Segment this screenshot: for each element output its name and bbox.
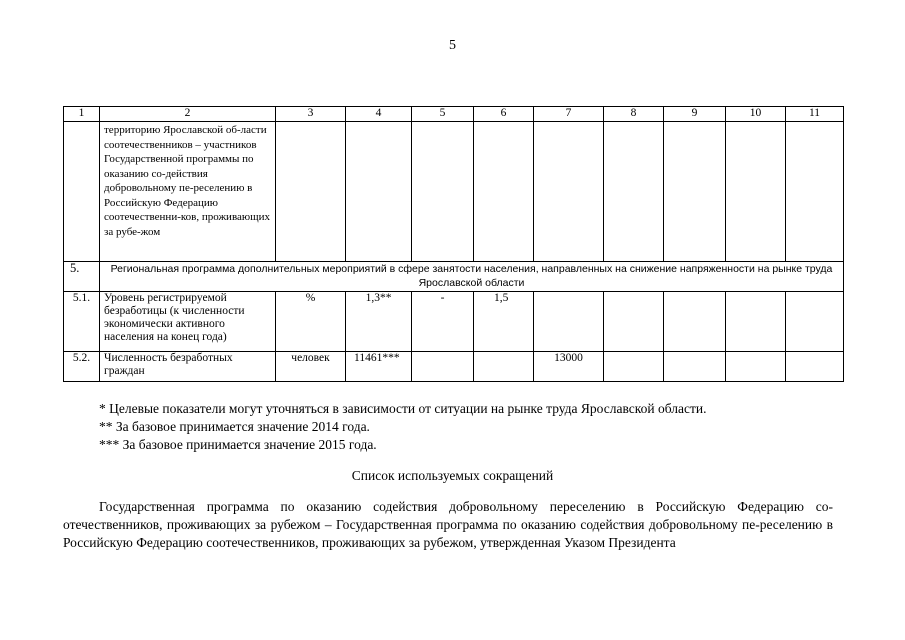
table-row [64,292,844,352]
value-cell [664,292,726,352]
indicators-table [63,106,844,382]
page-number: 5 [449,38,456,53]
row-number [64,122,100,262]
indicator-name: Численность безработных граждан [100,352,276,382]
section-row [64,262,844,292]
row-number: 5.1. [64,292,100,352]
value-cell [664,352,726,382]
value-cell: 11461*** [346,352,412,382]
col-header: 8 [604,107,664,122]
col-header: 11 [786,107,844,122]
value-cell [786,292,844,352]
col-header: 10 [726,107,786,122]
footnote: ** За базовое принимается значение 2014 года. [99,419,370,434]
abbreviation-paragraph [63,498,833,552]
col-header: 9 [664,107,726,122]
row-number: 5.2. [64,352,100,382]
footnote: *** За базовое принимается значение 2015 года. [99,437,377,452]
footnotes [99,400,707,454]
value-cell: 13000 [534,352,604,382]
unit-cell: % [276,292,346,352]
paragraph-text: Государственная программа по оказанию содействия добровольному переселению в Российскую Федерацию со-отечественников, проживающих за рубежом – Государственная программа по оказанию содействия добровольному пе-реселению в Российскую Федерацию соотечественников, проживающих за рубежом, утвержденная Указом Президента [63,499,833,550]
col-header: 5 [412,107,474,122]
section-number: 5. [64,262,100,292]
value-cell [726,292,786,352]
value-cell [604,292,664,352]
value-cell: 1,3** [346,292,412,352]
footnote: * Целевые показатели могут уточняться в зависимости от ситуации на рынке труда Ярославской области. [99,401,707,416]
value-cell [474,352,534,382]
value-cell [726,352,786,382]
unit-cell: человек [276,352,346,382]
section-title: Региональная программа дополнительных мероприятий в сфере занятости населения, направленных на снижение напряженности на рынке труда Ярославской области [100,262,844,292]
abbreviations-title: Список используемых сокращений [351,468,554,483]
col-header: 6 [474,107,534,122]
indicator-name: территорию Ярославской об-ласти соотечественников – участников Государственной программы по оказанию со-действия добровольному пе-реселению в Российскую Федерацию соотечественни-ков, проживающих за рубе-жом [100,122,276,262]
col-header: 2 [100,107,276,122]
value-cell: - [412,292,474,352]
col-header: 7 [534,107,604,122]
table-row [64,352,844,382]
value-cell [534,292,604,352]
table-row [64,122,844,262]
value-cell [604,352,664,382]
value-cell [412,352,474,382]
indicator-name: Уровень регистрируемой безработицы (к численности экономически активного населения на конец года) [100,292,276,352]
value-cell [786,352,844,382]
value-cell: 1,5 [474,292,534,352]
col-header: 1 [64,107,100,122]
table-header-row [64,107,844,122]
col-header: 4 [346,107,412,122]
col-header: 3 [276,107,346,122]
